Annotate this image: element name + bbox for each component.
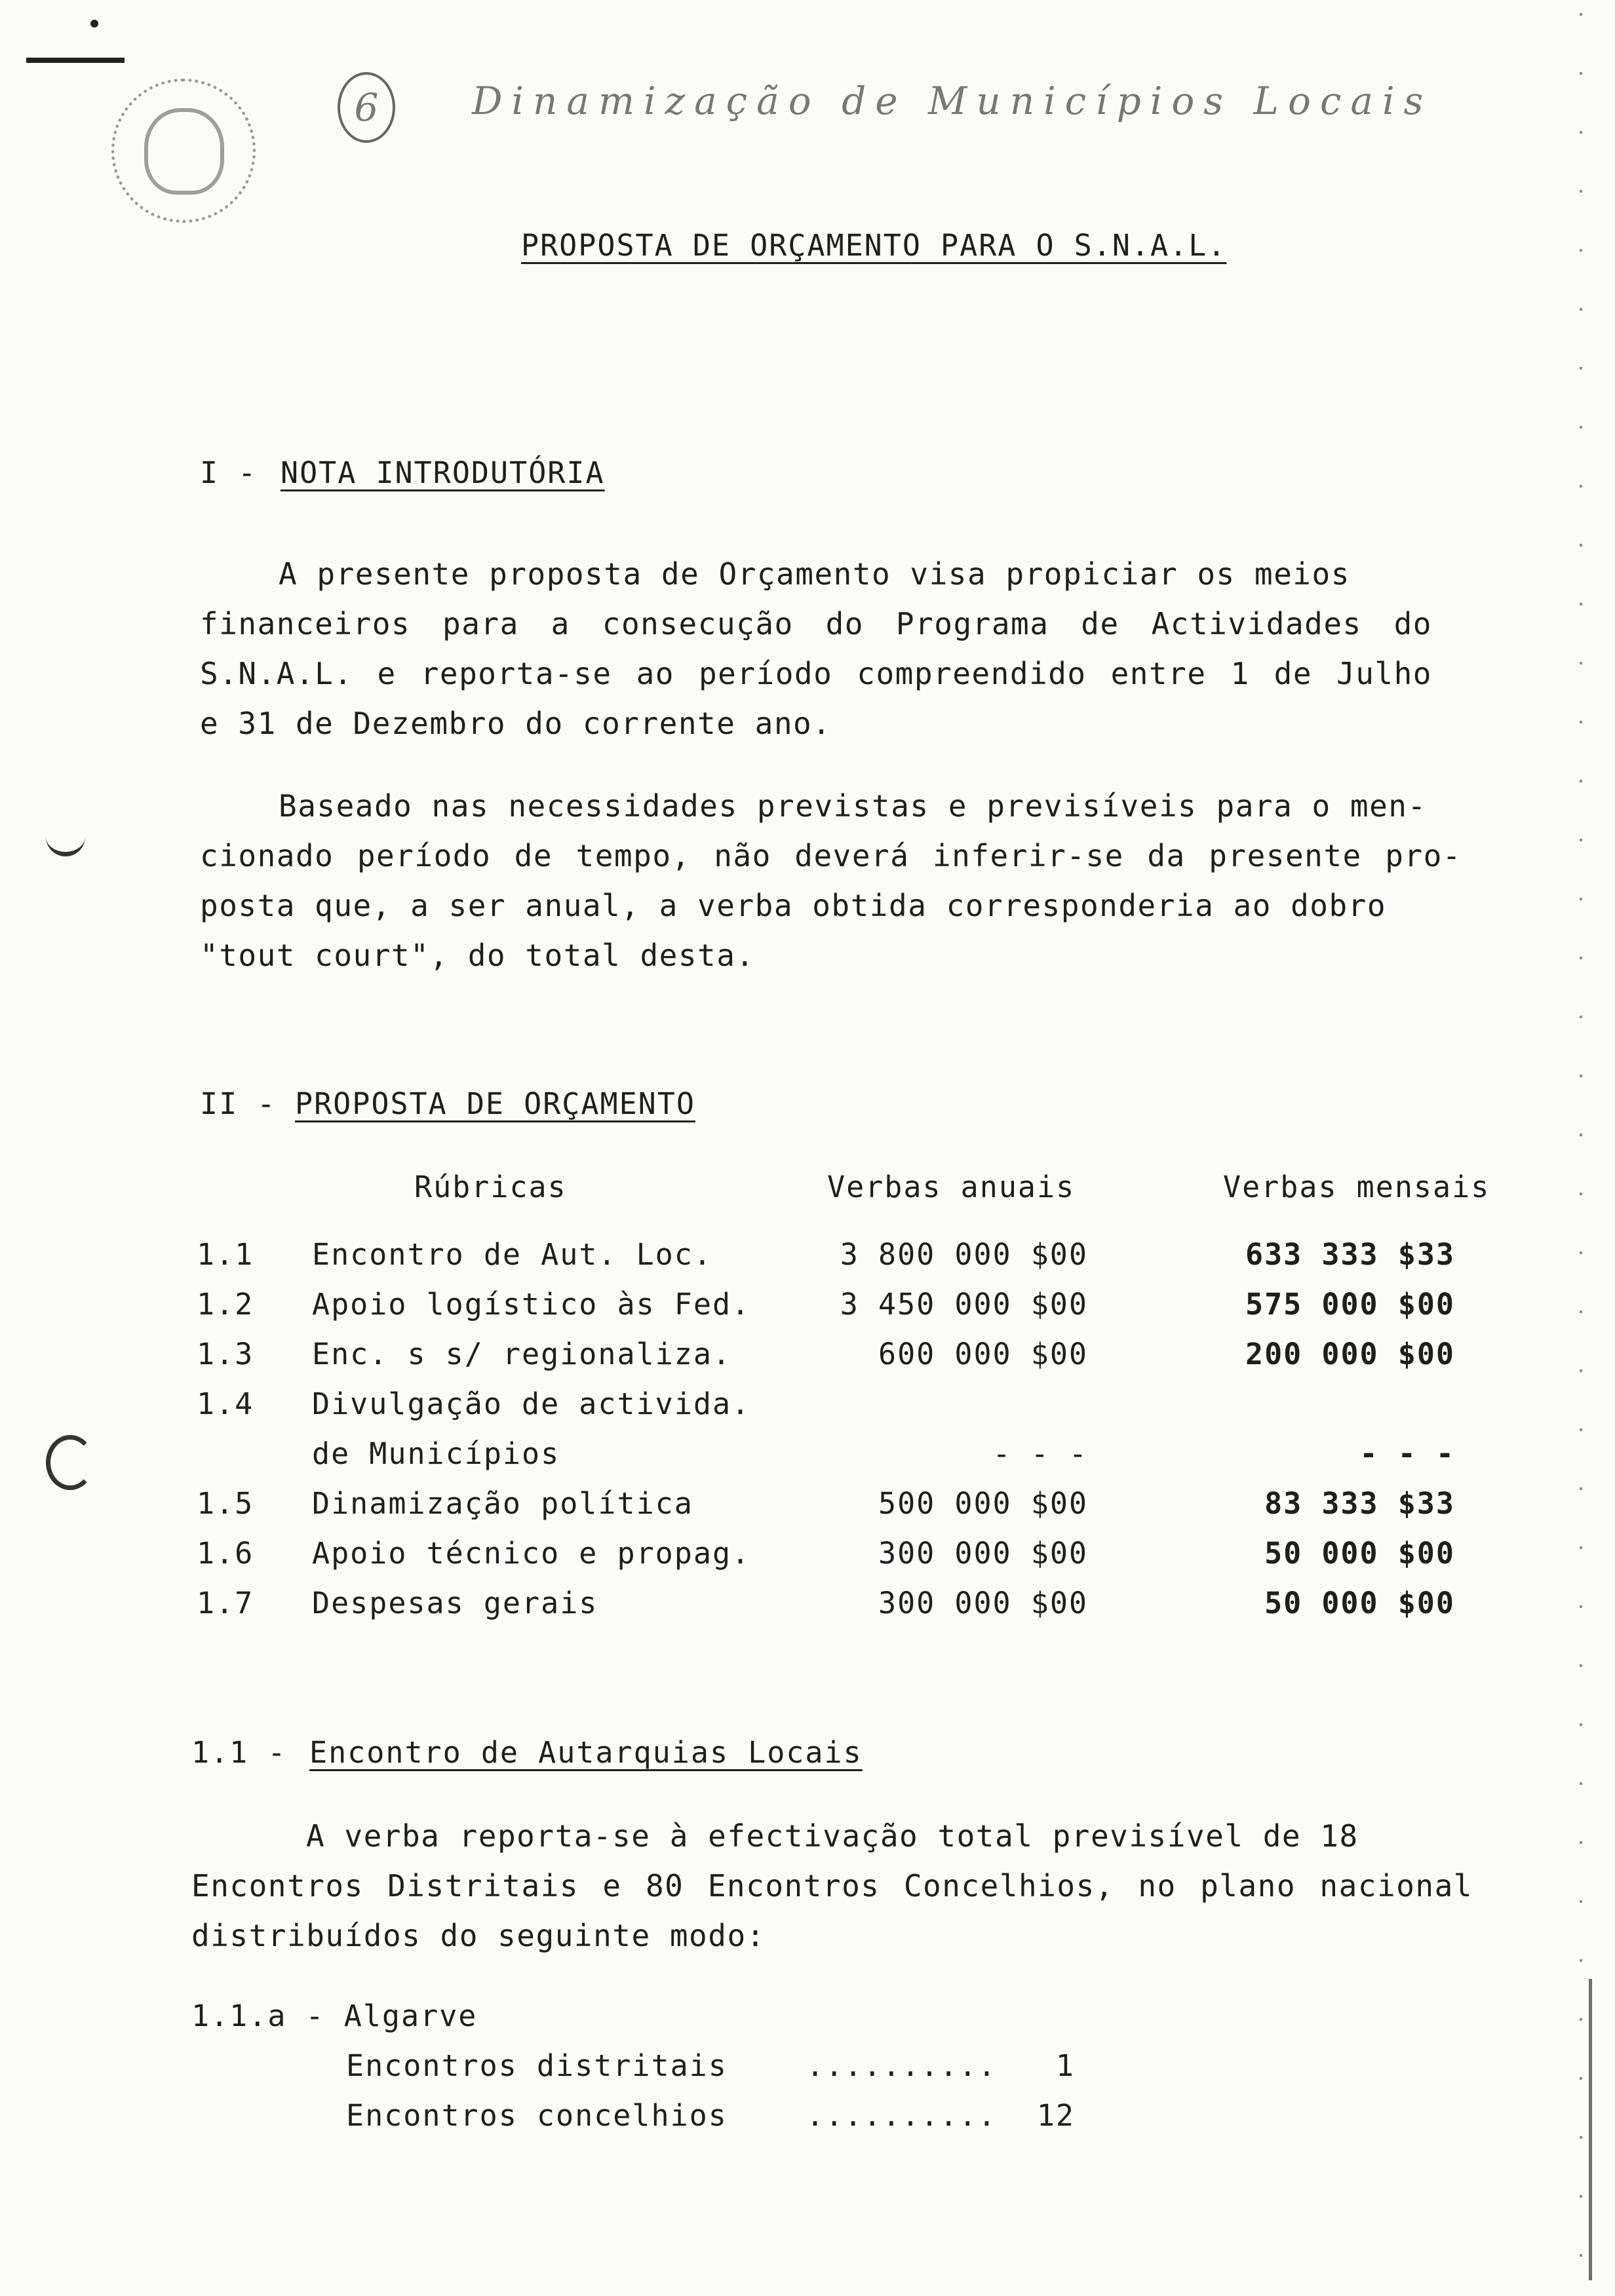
text-line: posta que, a ser anual, a verba obtida corresponderia ao dobro [200,888,1387,923]
row-label: de Municípios [312,1436,560,1471]
text-line: distribuídos do seguinte modo: [191,1918,766,1953]
section2-numeral: II - [200,1086,277,1121]
text-line: Encontros Distritais e 80 Encontros Concelhios, no plano nacional [191,1868,1473,1904]
row-annual-value: 500 000 $00 [878,1486,1088,1521]
row-number: 1.4 [197,1387,254,1421]
row-number: 1.2 [197,1287,254,1322]
row-monthly-value: - - - [1359,1436,1455,1471]
row-number: 1.3 [197,1337,254,1371]
row-monthly-value: 633 333 $33 [1245,1237,1455,1272]
text-line: A presente proposta de Orçamento visa propiciar os meios [279,556,1350,592]
row-number: 1.1 [197,1237,254,1272]
row-monthly-value: 575 000 $00 [1245,1287,1455,1322]
column-header-anuais: Verbas anuais [827,1170,1076,1204]
handwritten-note: Dinamização de Municípios Locais [472,79,1433,123]
section2-heading: PROPOSTA DE ORÇAMENTO [295,1086,695,1121]
archive-seal-stamp [111,79,256,223]
row-label: Apoio técnico e propag. [312,1536,751,1571]
handwritten-circled-number: 6 [338,72,395,143]
row-monthly-value: 50 000 $00 [1264,1536,1455,1571]
subsection-heading: Encontro de Autarquias Locais [309,1735,863,1770]
row-label: Enc. s s/ regionaliza. [312,1337,732,1371]
row-annual-value: 3 800 000 $00 [840,1237,1088,1272]
page-edge-line [1589,1979,1592,2280]
row-number: 1.6 [197,1536,254,1571]
page-edge-dots [1580,13,1582,2280]
document-title: PROPOSTA DE ORÇAMENTO PARA O S.N.A.L. [521,228,1227,263]
row-annual-value: 3 450 000 $00 [840,1287,1088,1322]
item-value: 12 [1036,2098,1075,2133]
section1-heading: NOTA INTRODUTÓRIA [281,455,605,490]
row-annual-value: 600 000 $00 [878,1337,1088,1371]
region-label: 1.1.a - Algarve [191,1999,478,2033]
subsection-paragraph [191,1811,1473,1961]
row-number: 1.5 [197,1486,254,1521]
item-label: Encontros concelhios [346,2098,728,2133]
row-annual-value: 300 000 $00 [878,1536,1088,1571]
row-label: Apoio logístico às Fed. [312,1287,751,1322]
column-header-rubricas: Rúbricas [414,1170,567,1204]
intro-paragraph-2 [200,781,1462,980]
item-dots: .......... [806,2098,997,2133]
row-label: Dinamização política [312,1486,693,1521]
text-line: cionado período de tempo, não deverá inferir-se da presente pro- [200,838,1462,873]
row-label: Divulgação de activida. [312,1387,751,1421]
row-annual-value: - - - [992,1436,1088,1471]
item-value: 1 [1055,2048,1075,2083]
binding-hole-mark [46,813,85,856]
text-line: "tout court", do total desta. [200,938,755,973]
row-annual-value: 300 000 $00 [878,1586,1088,1620]
binding-hole-mark [46,1435,94,1490]
text-line: S.N.A.L. e reporta-se ao período compreendido entre 1 de Julho [200,656,1432,691]
text-line: A verba reporta-se à efectivação total previsível de 18 [306,1818,1359,1854]
item-label: Encontros distritais [346,2048,728,2083]
row-monthly-value: 83 333 $33 [1264,1486,1455,1521]
row-monthly-value: 50 000 $00 [1264,1586,1455,1620]
row-label: Encontro de Aut. Loc. [312,1237,712,1272]
corner-dash-mark [26,58,125,63]
subsection-numeral: 1.1 - [191,1735,287,1770]
row-number: 1.7 [197,1586,254,1620]
text-line: Baseado nas necessidades previstas e previsíveis para o men- [279,788,1427,824]
row-label: Despesas gerais [312,1586,598,1620]
intro-paragraph-1 [200,549,1432,748]
corner-dot-mark [90,20,98,28]
text-line: financeiros para a consecução do Programa de Actividades do [200,606,1432,641]
column-header-mensais: Verbas mensais [1223,1170,1490,1204]
text-line: e 31 de Dezembro do corrente ano. [200,706,832,741]
section1-numeral: I - [200,455,258,490]
row-monthly-value: 200 000 $00 [1245,1337,1455,1371]
item-dots: .......... [806,2048,997,2083]
